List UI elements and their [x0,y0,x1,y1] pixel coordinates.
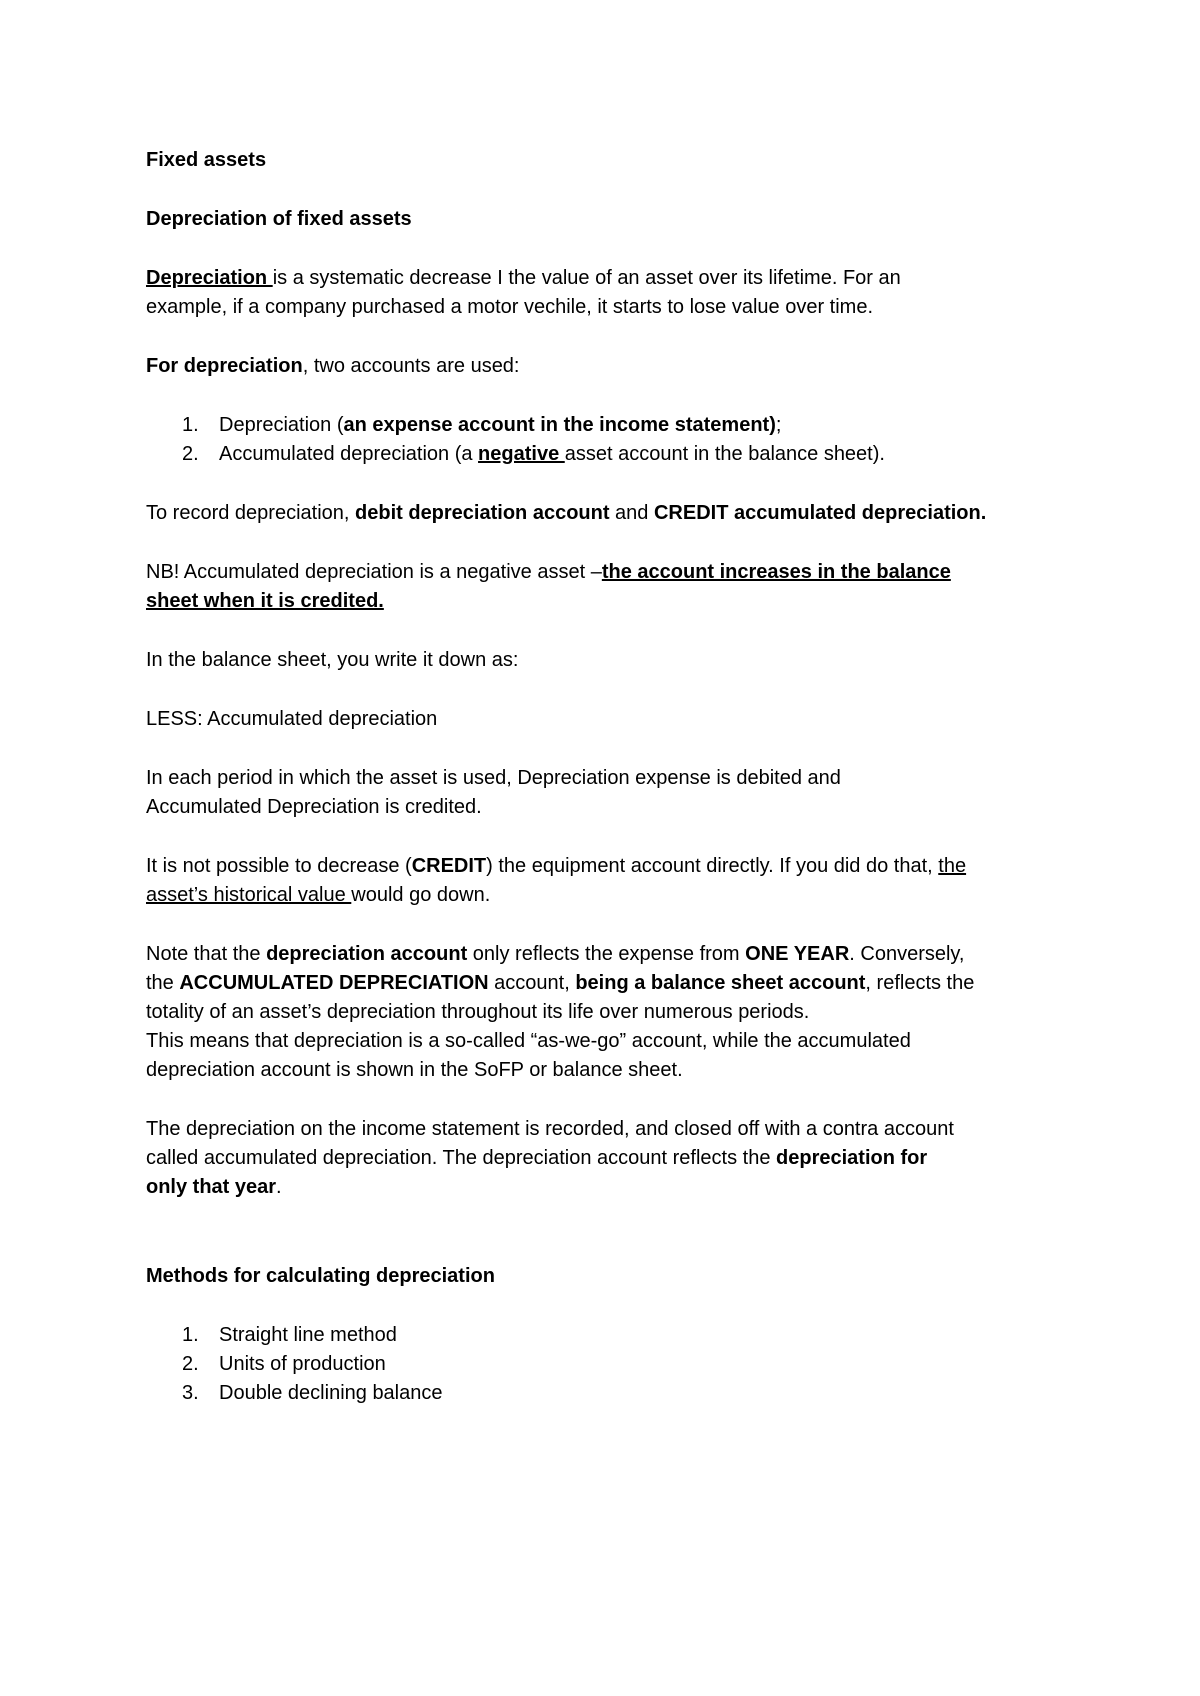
note-paragraph: Note that the depreciation account only reflects the expense from ONE YEAR. Conversely, the ACCUMULATED DEPRECIATION account, being a balance sheet account, reflects the totality of an asset’s depreciation throughout its life over numerous periods. This means that depreciation is a so-called “as-we-go” account, while the accumulated depreciation account is shown in the SoFP or balance sheet. [146,943,975,1081]
list-item: 3. Double declining balance [182,1382,443,1404]
closing-paragraph: The depreciation on the income statement is recorded, and closed off with a contra account called accumulated depreciation. The depreciation account reflects the depreciation for only that year. [146,1118,954,1198]
balance-intro: In the balance sheet, you write it down as: [146,649,519,671]
record-paragraph: To record depreciation, debit depreciation account and CREDIT accumulated depreciation. [146,502,987,524]
nb-paragraph: NB! Accumulated depreciation is a negative asset –the account increases in the balance sheet when it is credited. [146,561,951,612]
definition-paragraph [146,264,1066,322]
definition-term: Depreciation [146,267,273,289]
document-body [146,146,1066,1438]
definition-text-line2: example, if a company purchased a motor vechile, it starts to lose value over time. [146,296,874,318]
definition-text: is a systematic decrease I the value of an asset over its lifetime. For an [272,267,901,289]
list-item: 2. Accumulated depreciation (a negative asset account in the balance sheet). [182,443,885,465]
list-item: 1. Depreciation (an expense account in the income statement); [182,414,782,436]
not-possible-paragraph: It is not possible to decrease (CREDIT) the equipment account directly. If you did do that, the asset’s historical value would go down. [146,855,967,906]
accounts-list [146,411,1066,469]
document-title: Fixed assets [146,149,267,171]
list-item: 1. Straight line method [182,1324,397,1346]
less-line: LESS: Accumulated depreciation [146,708,438,730]
section-heading-methods: Methods for calculating depreciation [146,1265,495,1287]
each-period-paragraph: In each period in which the asset is used, Depreciation expense is debited and Accumulated Depreciation is credited. [146,767,841,818]
list-item: 2. Units of production [182,1353,386,1375]
accounts-intro: For depreciation, two accounts are used: [146,355,520,377]
section-heading-depreciation: Depreciation of fixed assets [146,208,412,230]
methods-list [146,1321,1066,1408]
